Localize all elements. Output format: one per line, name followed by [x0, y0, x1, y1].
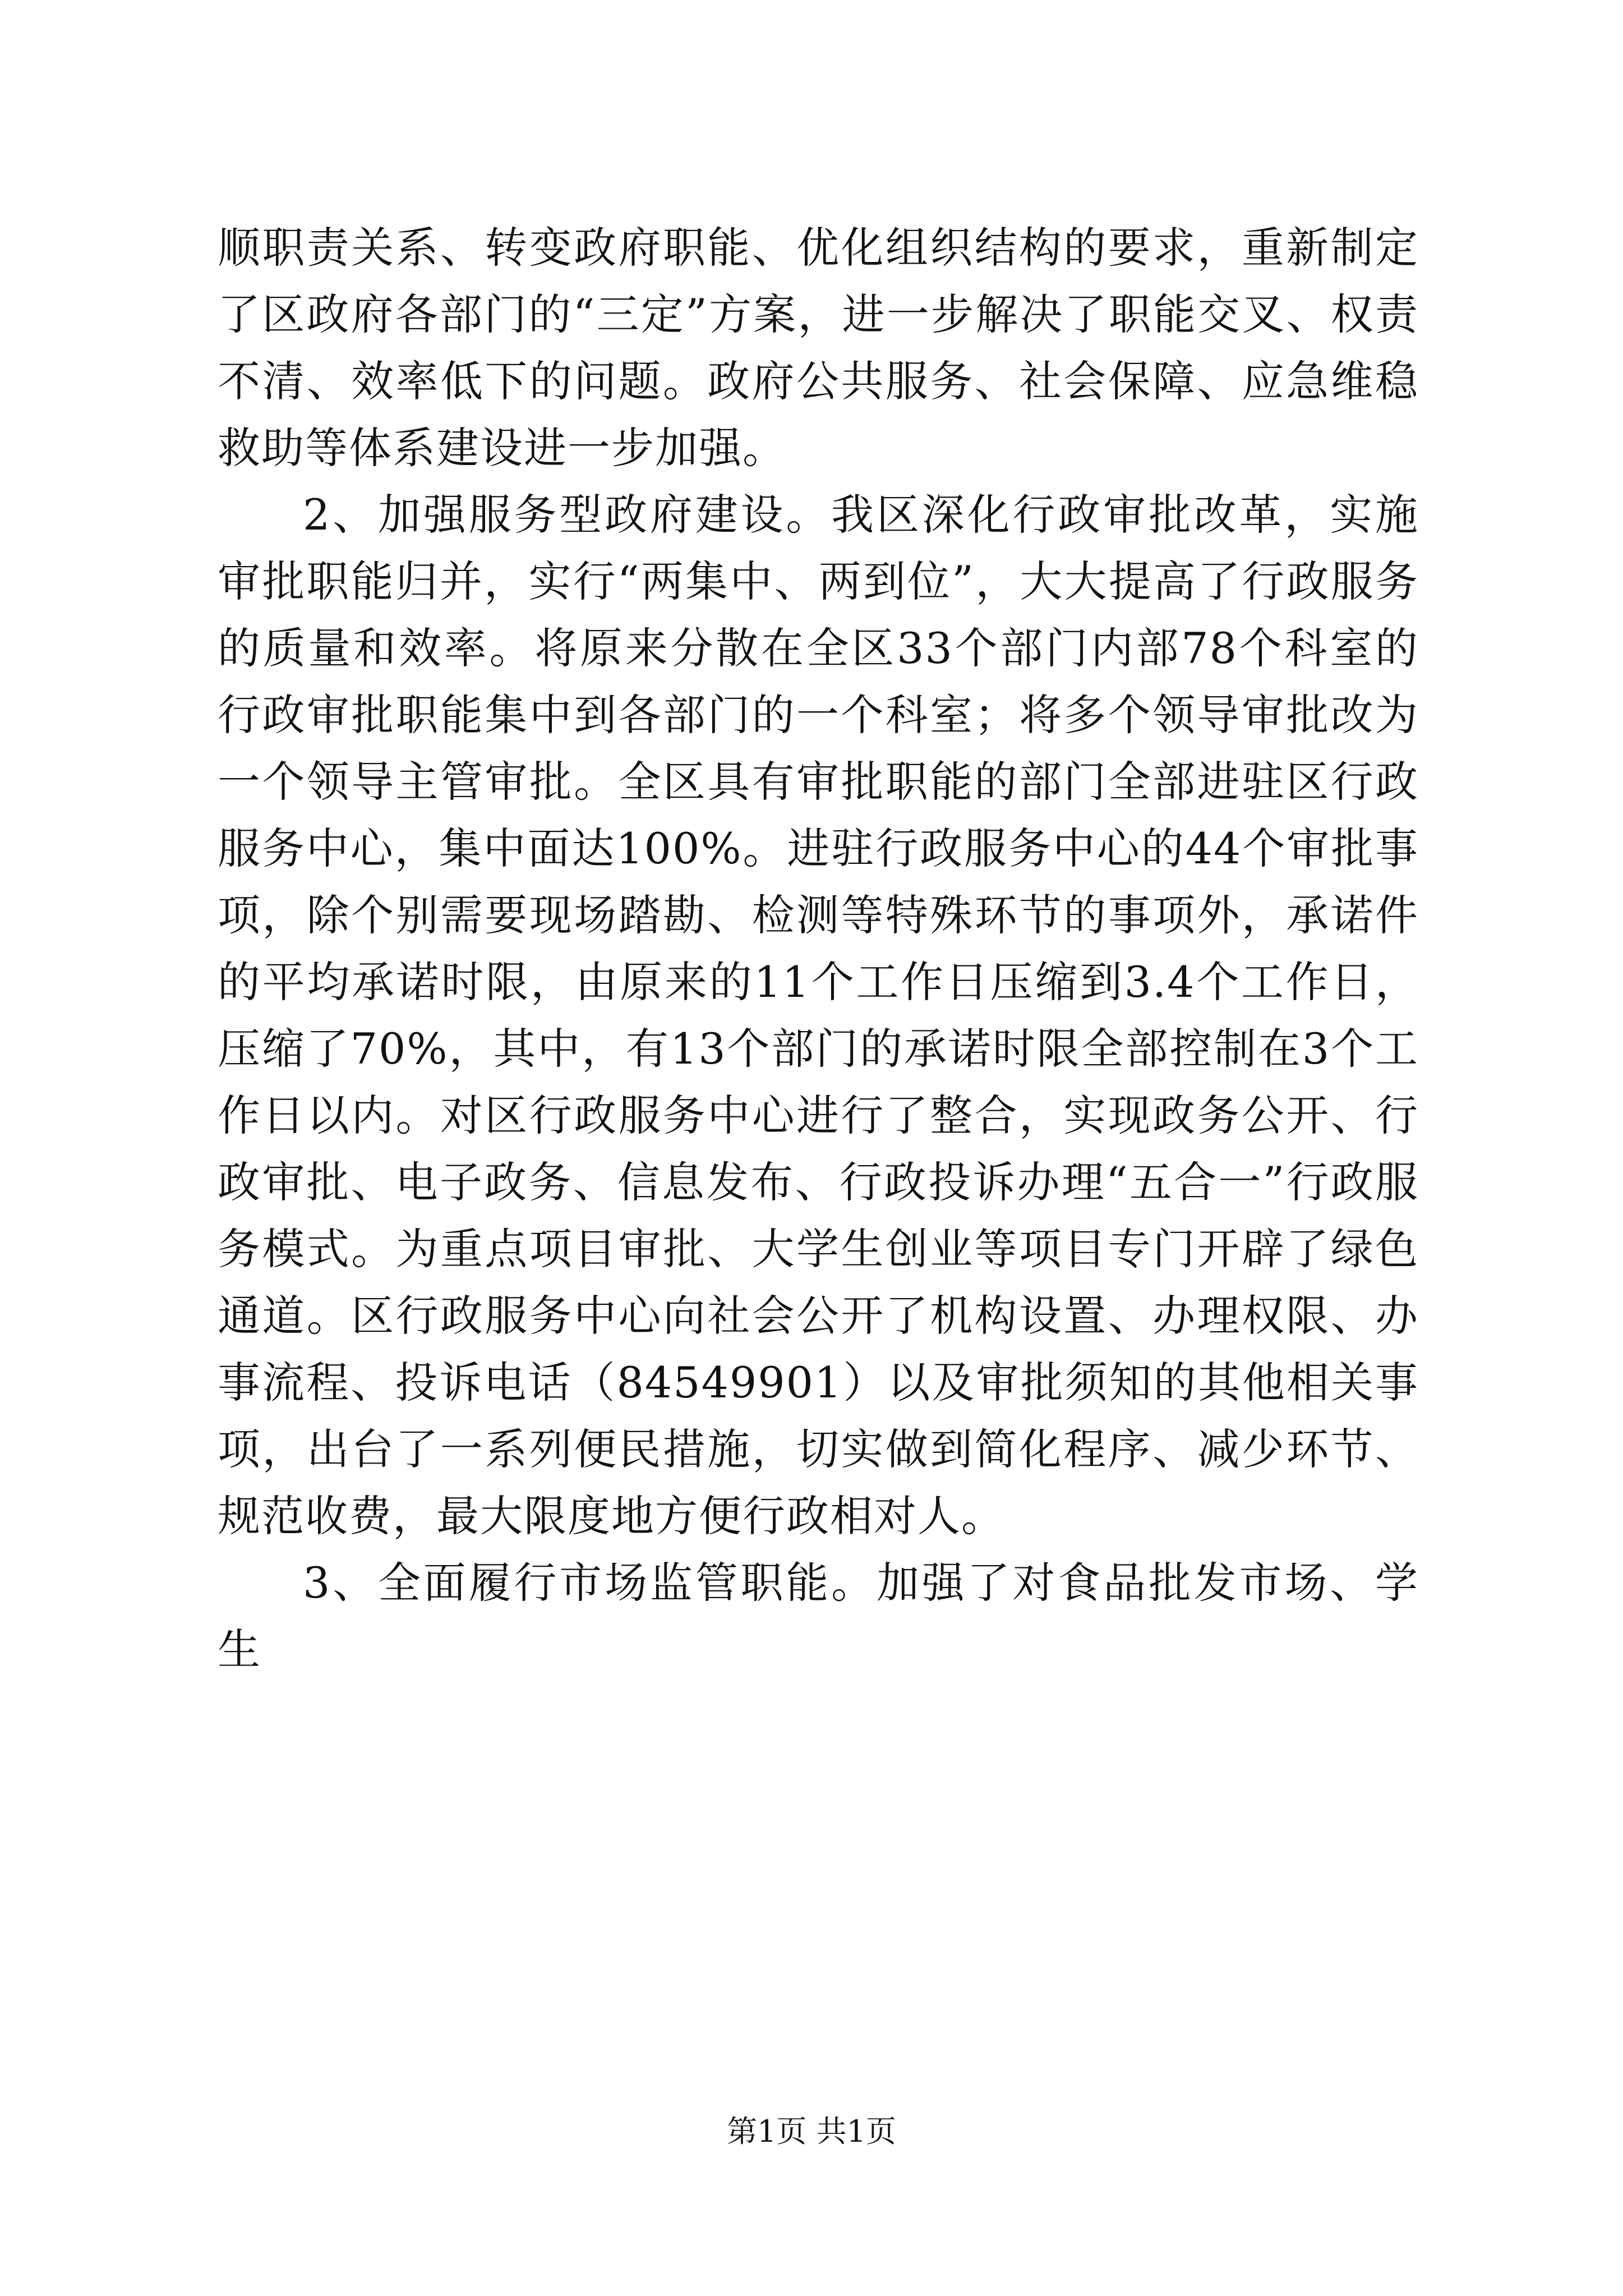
- body-text: [218, 214, 1419, 1683]
- paragraph-market-supervision: 3、全面履行市场监管职能。加强了对食品批发市场、学生: [218, 1558, 1419, 1674]
- paragraph-service-government: 2、加强服务型政府建设。我区深化行政审批改革，实施审批职能归并，实行“两集中、两到位”，大大提高了行政服务的质量和效率。将原来分散在全区33个部门内部78个科室的行政审批职能集中到各部门的一个科室；将多个领导审批改为一个领导主管审批。全区具有审批职能的部门全部进驻区行政服务中心，集中面达100%。进驻行政服务中心的44个审批事项，除个别需要现场踏勘、检测等特殊环节的事项外，承诺件的平均承诺时限，由原来的11个工作日压缩到3.4个工作日，压缩了70%，其中，有13个部门的承诺时限全部控制在3个工作日以内。对区行政服务中心进行了整合，实现政务公开、行政审批、电子政务、信息发布、行政投诉办理“五合一”行政服务模式。为重点项目审批、大学生创业等项目专门开辟了绿色通道。区行政服务中心向社会公开了机构设置、办理权限、办事流程、投诉电话（84549901）以及审批须知的其他相关事项，出台了一系列便民措施，切实做到简化程序、减少环节、规范收费，最大限度地方便行政相对人。: [218, 490, 1419, 1541]
- paragraph-continuation: 顺职责关系、转变政府职能、优化组织结构的要求，重新制定了区政府各部门的“三定”方案，进一步解决了职能交叉、权责不清、效率低下的问题。政府公共服务、社会保障、应急维稳救助等体系建设进一步加强。: [218, 223, 1419, 473]
- page-footer: 第1页 共1页: [727, 2114, 896, 2149]
